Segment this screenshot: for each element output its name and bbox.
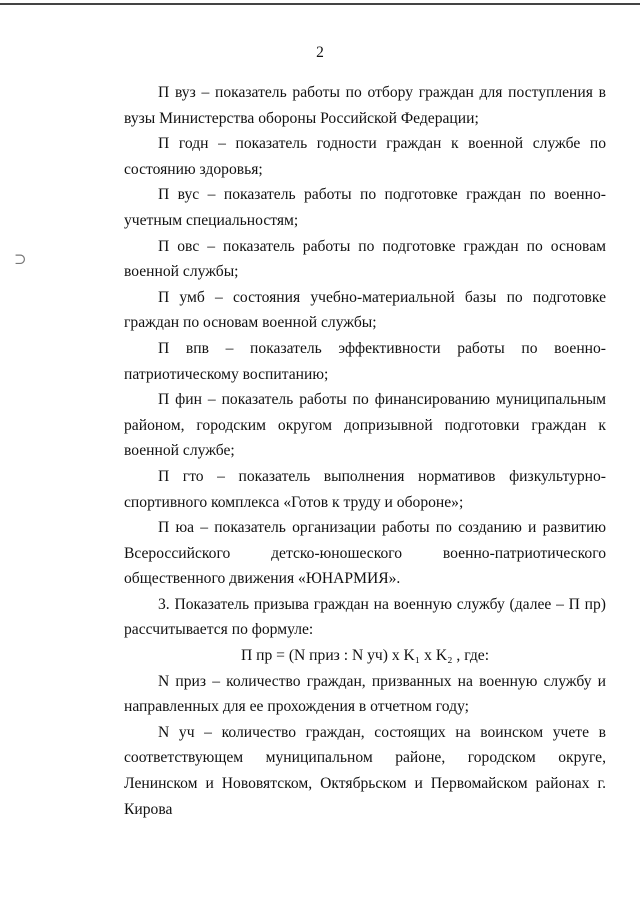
paragraph-p-vpv: П впв – показатель эффективности работы по военно-патриотическому воспитанию; [124,339,606,383]
paragraph-p-godn: П годн – показатель годности граждан к военной службе по состоянию здоровья; [124,135,606,178]
scan-margin-mark: ⊃ [14,252,27,268]
paragraph-p-umb: П умб – состояния учебно-материальной базы по подготовке граждан по основам военной службы; [124,288,606,332]
paragraph-p-ovs: П овс – показатель работы по подготовке граждан по основам военной службы; [124,237,606,281]
definition-n-priz: N приз – количество граждан, призванных на военную службу и направленных для ее прохождения в отчетном году; [124,672,606,716]
paragraph-section-3: 3. Показатель призыва граждан на военную службу (далее – П пр) рассчитывается по формуле: [124,595,606,639]
paragraph-p-vuz: П вуз – показатель работы по отбору граждан для поступления в вузы Министерства обороны Российской Федерации; [124,84,606,127]
paragraph-p-ua: П юа – показатель организации работы по созданию и развитию Всероссийского детско-юношеского военно-патриотического общественного движения «ЮНАРМИЯ». [124,519,606,588]
page-number: 2 [316,44,324,61]
formula: П пр = (N приз : N уч) x K₁ x K₂ , где: [240,647,490,665]
scan-top-rule [0,3,640,5]
paragraph-p-fin: П фин – показатель работы по финансированию муниципальным районом, городским округом допризывной подготовки граждан к военной службе; [124,391,606,460]
definition-n-uch: N уч – количество граждан, состоящих на воинском учете в соответствующем муниципальном районе, городском округе, Ленинском и Нововятском, Октябрьском и Первомайском районах г. Кирова [124,723,606,818]
paragraph-p-gto: П гто – показатель выполнения нормативов физкультурно-спортивного комплекса «Готов к труду и обороне»; [124,467,606,511]
paragraph-p-vus: П вус – показатель работы по подготовке граждан по военно-учетным специальностям; [124,186,606,229]
document-body [124,80,606,822]
